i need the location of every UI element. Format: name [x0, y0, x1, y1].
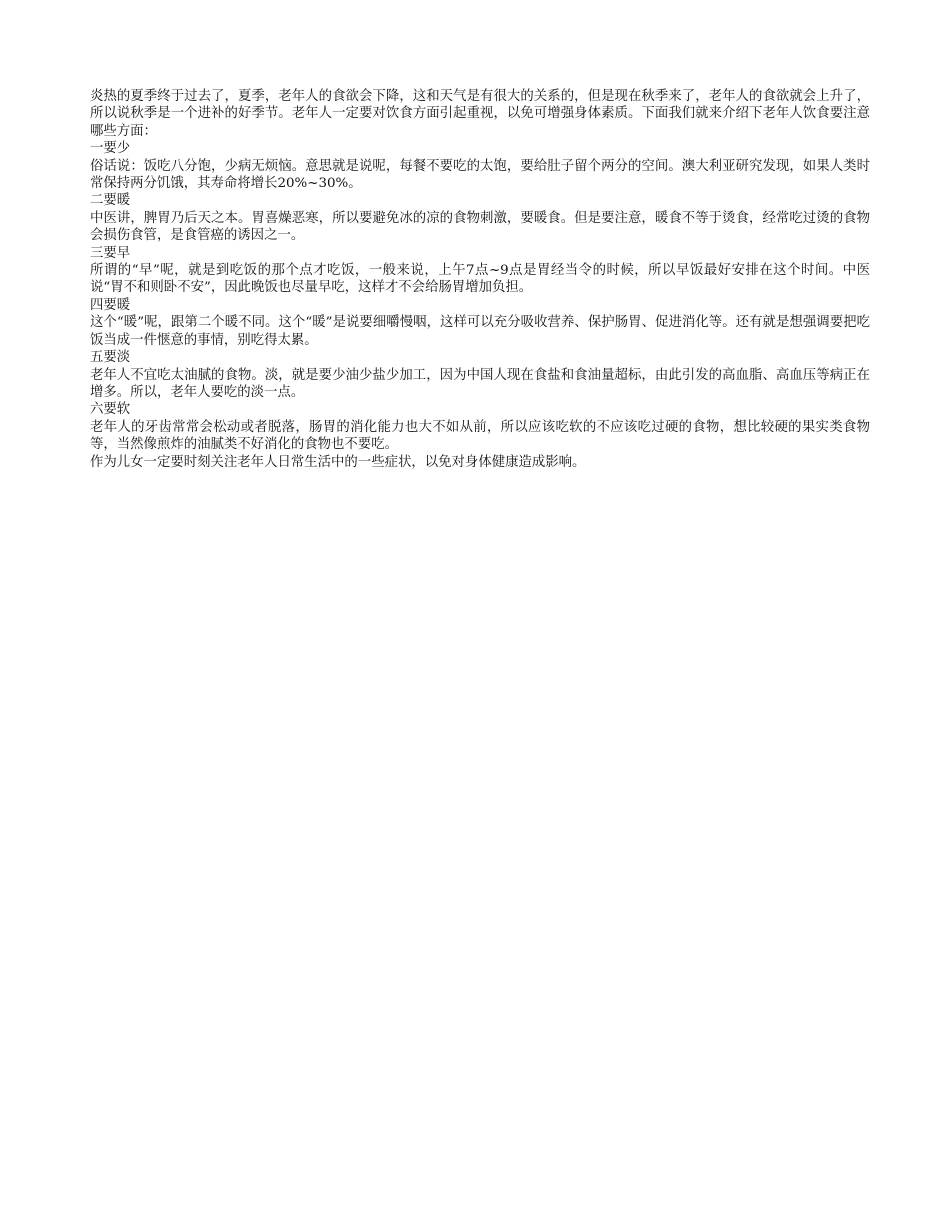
- section-heading-5: 五要淡: [90, 350, 131, 366]
- section-heading-3: 三要早: [90, 245, 131, 261]
- intro-paragraph: 炎热的夏季终于过去了，夏季，老年人的食欲会下降，这和天气是有很大的关系的，但是现在秋季来了，老年人的食欲就会上升了，所以说秋季是一个进补的好季节。老年人一定要对饮食方面引起重视，以免可增强身体素质。下面我们就来介绍下老年人饮食要注意哪些方面：: [90, 89, 870, 139]
- article-body: [90, 88, 870, 471]
- section-body-3: 所谓的“早”呢，就是到吃饭的那个点才吃饭，一般来说，上午7点~9点是胃经当令的时候，所以早饭最好安排在这个时间。中医说“胃不和则卧不安”，因此晚饭也尽量早吃，这样才不会给肠胃增加负担。: [90, 263, 870, 296]
- section-heading-4: 四要暖: [90, 297, 131, 313]
- section-body-6: 老年人的牙齿常常会松动或者脱落，肠胃的消化能力也大不如从前，所以应该吃软的不应该吃过硬的食物，想比较硬的果实类食物等，当然像煎炸的油腻类不好消化的食物也不要吃。: [90, 419, 870, 453]
- section-body-4: 这个“暖”呢，跟第二个暖不同。这个“暖”是说要细嚼慢咽，这样可以充分吸收营养、保护肠胃、促进消化等。还有就是想强调要把吃饭当成一件惬意的事情，别吃得太累。: [90, 315, 870, 348]
- section-body-1: 俗话说：饭吃八分饱，少病无烦恼。意思就是说呢，每餐不要吃的太饱，要给肚子留个两分的空间。澳大利亚研究发现，如果人类时常保持两分饥饿，其寿命将增长20%~30%。: [90, 158, 870, 192]
- closing-paragraph: 作为儿女一定要时刻关注老年人日常生活中的一些症状，以免对身体健康造成影响。: [90, 454, 586, 470]
- section-heading-1: 一要少: [90, 141, 131, 157]
- section-body-5: 老年人不宜吃太油腻的食物。淡，就是要少油少盐少加工，因为中国人现在食盐和食油量超标，由此引发的高血脂、高血压等病正在增多。所以，老年人要吃的淡一点。: [90, 367, 870, 400]
- section-heading-2: 二要暖: [90, 193, 131, 209]
- section-body-2: 中医讲，脾胃乃后天之本。胃喜燥恶寒，所以要避免冰的凉的食物刺激，要暖食。但是要注意，暖食不等于烫食，经常吃过烫的食物会损伤食管，是食管癌的诱因之一。: [90, 210, 870, 244]
- section-heading-6: 六要软: [90, 402, 131, 418]
